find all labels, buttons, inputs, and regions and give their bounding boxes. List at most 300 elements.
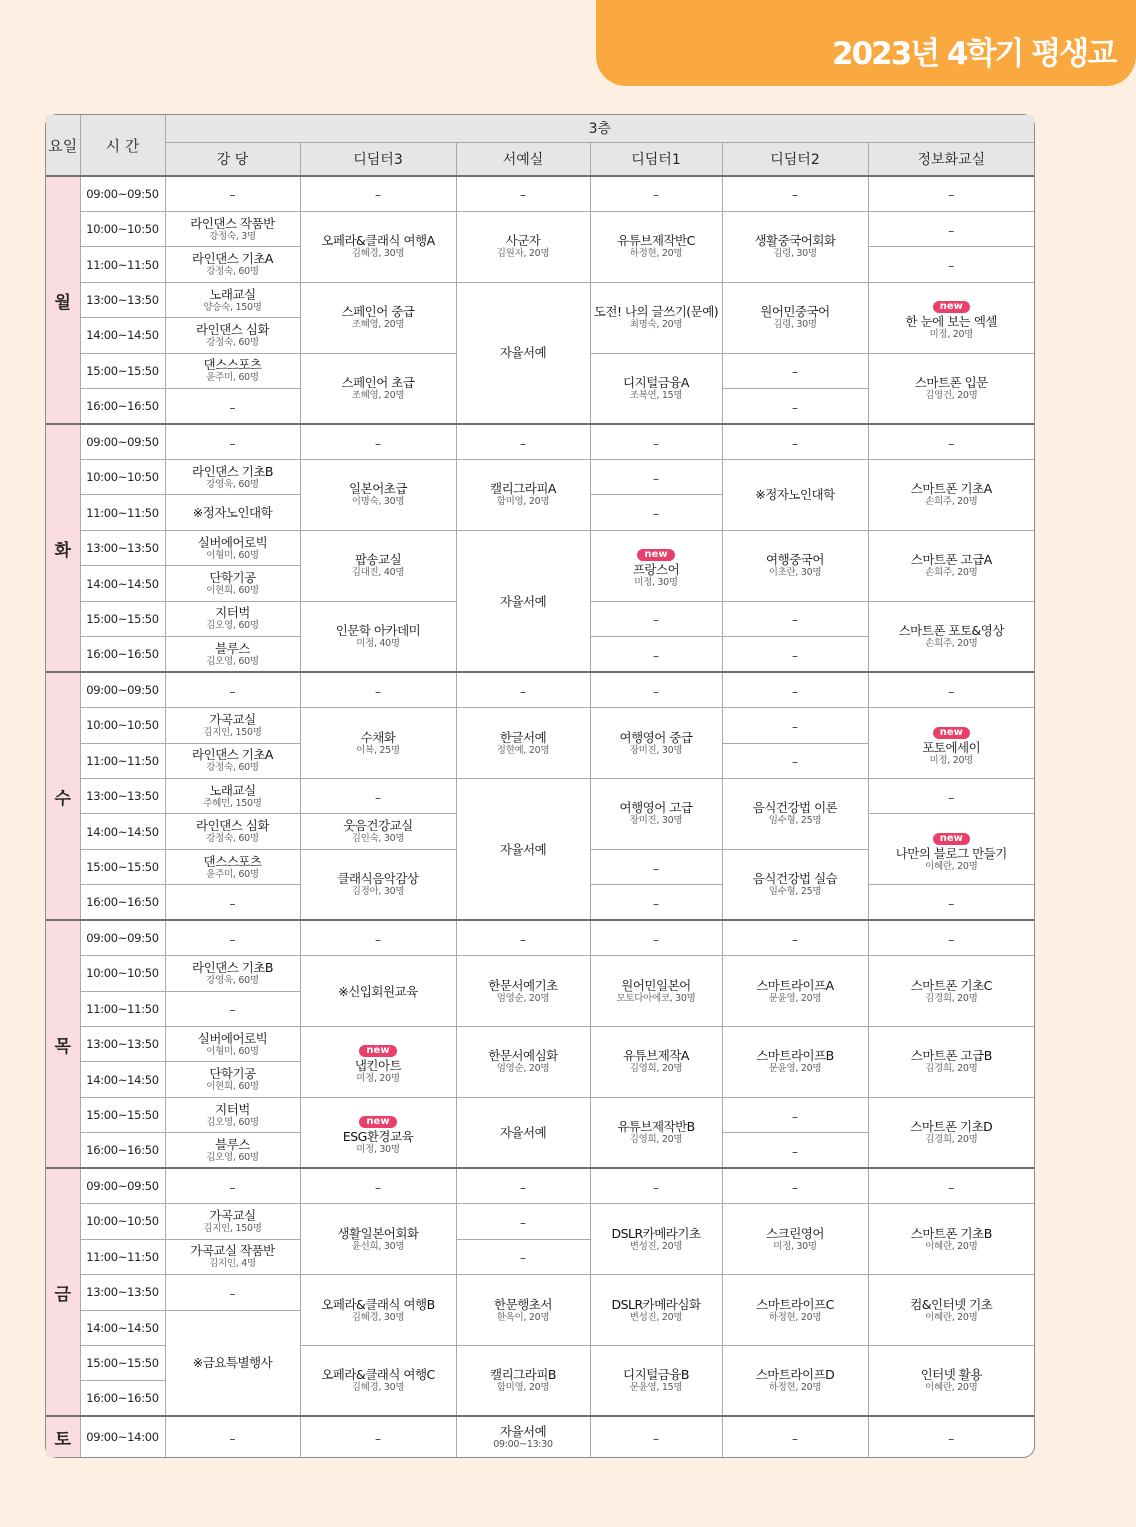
class-detail: 임수형, 25명: [768, 815, 822, 827]
class-detail: 장미진, 30명: [629, 744, 683, 756]
class-detail: 정현예, 20명: [496, 744, 550, 756]
class-cell: [456, 1275, 590, 1346]
day-label: 목: [46, 920, 80, 1168]
empty-dash: –: [792, 1144, 798, 1159]
empty-dash: –: [375, 1180, 381, 1195]
class-title: 음식건강법 이론: [752, 800, 838, 816]
empty-dash: –: [520, 1251, 526, 1266]
class-detail: 주혜민, 150명: [203, 797, 262, 809]
class-cell: [590, 956, 722, 1027]
empty-cell: [165, 176, 300, 211]
class-cell: [165, 1239, 300, 1274]
class-detail: 이명숙, 30명: [351, 496, 405, 508]
class-detail: 이복, 25명: [356, 744, 400, 756]
class-title: 스마트폰 입문: [914, 374, 988, 390]
class-cell: [722, 211, 868, 282]
time-cell: 16:00~16:50: [80, 1381, 165, 1416]
class-detail: 김오영, 60명: [206, 1116, 259, 1128]
empty-cell: [456, 1239, 590, 1274]
new-badge: new: [359, 1045, 396, 1057]
class-detail: 하정현, 20명: [768, 1311, 822, 1323]
class-detail: 이형미, 60명: [206, 1045, 259, 1057]
class-detail: 김오영, 60명: [206, 655, 259, 667]
class-detail: 미정, 20명: [929, 329, 974, 341]
time-cell: 10:00~10:50: [80, 1204, 165, 1239]
empty-dash: –: [520, 932, 526, 947]
time-cell: 09:00~09:50: [80, 672, 165, 707]
class-cell: [590, 708, 722, 779]
class-detail: 김경희, 20명: [925, 1134, 978, 1146]
class-title: 자율서예: [499, 1423, 547, 1439]
time-cell: 15:00~15:50: [80, 353, 165, 388]
time-cell: 11:00~11:50: [80, 1239, 165, 1274]
empty-cell: [868, 176, 1034, 211]
schedule-table-frame: [45, 114, 1035, 1458]
class-title: 한문서예기초: [488, 977, 558, 993]
class-cell: [300, 353, 456, 424]
class-detail: 09:00~13:30: [493, 1438, 553, 1450]
class-cell: [165, 1027, 300, 1062]
empty-cell: [722, 637, 868, 672]
time-cell: 16:00~16:50: [80, 389, 165, 424]
class-detail: 엄영순, 20명: [496, 1063, 550, 1075]
empty-dash: –: [948, 1431, 955, 1446]
time-cell: 15:00~15:50: [80, 1345, 165, 1380]
class-cell: [722, 1345, 868, 1416]
class-title: 단학기공: [209, 570, 256, 586]
empty-dash: –: [375, 684, 381, 699]
class-cell: [868, 1097, 1034, 1168]
class-detail: 변성진, 20명: [629, 1240, 683, 1252]
empty-cell: [456, 1168, 590, 1203]
time-cell: 14:00~14:50: [80, 814, 165, 849]
empty-dash: –: [948, 896, 955, 911]
time-cell: 11:00~11:50: [80, 495, 165, 530]
class-cell: [165, 637, 300, 672]
class-detail: 손희주, 20명: [925, 567, 978, 579]
class-cell: [590, 1345, 722, 1416]
class-title: 인터넷 활용: [920, 1367, 982, 1383]
empty-dash: –: [229, 436, 236, 451]
class-cell: [165, 956, 300, 991]
class-detail: 김경희, 20명: [925, 1063, 978, 1075]
class-cell: [722, 460, 868, 531]
class-title: 한 눈에 보는 엑셀: [905, 314, 997, 330]
class-title: 자율서예: [499, 593, 547, 609]
time-cell: 13:00~13:50: [80, 1027, 165, 1062]
empty-dash: –: [653, 648, 659, 663]
time-cell: 11:00~11:50: [80, 743, 165, 778]
class-cell: [165, 247, 300, 282]
class-cell: [868, 601, 1034, 672]
empty-dash: –: [520, 436, 526, 451]
class-title: 냅킨아트: [354, 1058, 402, 1074]
class-detail: 이혜란, 20명: [925, 1311, 978, 1323]
empty-cell: [722, 920, 868, 955]
class-cell: [590, 1097, 722, 1168]
class-cell: [165, 1133, 300, 1168]
class-title: 라인댄스 기초B: [192, 959, 273, 975]
class-cell: [165, 1097, 300, 1132]
day-label: 화: [46, 424, 80, 672]
class-title: 실버에어로빅: [197, 1030, 268, 1046]
class-detail: 조혜영, 20명: [351, 319, 405, 331]
class-title: 스페인어 중급: [341, 304, 415, 320]
empty-dash: –: [653, 896, 659, 911]
class-detail: 이혜란, 20명: [925, 1240, 978, 1252]
class-cell: [868, 708, 1034, 779]
class-detail: 이혜란, 20명: [925, 1382, 978, 1394]
empty-cell: [590, 495, 722, 530]
class-detail: 함미영, 20명: [496, 496, 550, 508]
empty-cell: [165, 991, 300, 1026]
class-detail: 윤선희, 30명: [351, 1240, 405, 1252]
empty-dash: –: [653, 188, 659, 203]
class-cell: [868, 530, 1034, 601]
class-cell: [165, 1062, 300, 1097]
class-detail: 미정, 40명: [356, 637, 400, 649]
class-title: ※정자노인대학: [755, 487, 835, 503]
class-cell: [165, 282, 300, 317]
class-title: 여행중국어: [766, 552, 824, 568]
empty-cell: [590, 176, 722, 211]
class-detail: 강정숙, 60명: [206, 762, 259, 774]
header-floor: 3층: [165, 115, 1034, 142]
empty-cell: [165, 885, 300, 920]
empty-cell: [590, 672, 722, 707]
class-cell: [722, 1275, 868, 1346]
empty-dash: –: [229, 188, 236, 203]
empty-cell: [590, 1416, 722, 1457]
class-cell: [868, 353, 1034, 424]
header-room: 강 당: [165, 142, 300, 176]
time-cell: 10:00~10:50: [80, 460, 165, 495]
empty-dash: –: [375, 188, 381, 203]
empty-cell: [722, 1416, 868, 1457]
class-title: ESG환경교육: [342, 1129, 414, 1145]
empty-cell: [868, 672, 1034, 707]
empty-cell: [722, 708, 868, 743]
class-cell: [722, 282, 868, 353]
empty-dash: –: [948, 188, 955, 203]
class-detail: 조복연, 15명: [629, 389, 683, 401]
class-cell: [165, 460, 300, 495]
class-detail: 변성진, 20명: [629, 1311, 683, 1323]
class-detail: 김영희, 20명: [629, 1134, 683, 1146]
empty-cell: [868, 1416, 1034, 1457]
empty-cell: [722, 1097, 868, 1132]
class-detail: 임수형, 25명: [768, 886, 822, 897]
class-title: 디지털금융A: [623, 374, 689, 390]
empty-cell: [722, 353, 868, 388]
class-title: 단학기공: [209, 1066, 256, 1082]
class-title: 자율서예: [499, 841, 547, 857]
time-cell: 09:00~09:50: [80, 176, 165, 211]
class-title: DSLR카메라심화: [611, 1296, 701, 1312]
header-room: 정보화교실: [868, 142, 1034, 176]
empty-dash: –: [229, 400, 236, 415]
empty-dash: –: [229, 684, 236, 699]
empty-cell: [590, 849, 722, 884]
empty-dash: –: [520, 684, 526, 699]
class-detail: 이초란, 30명: [768, 567, 822, 579]
header-day: 요일: [46, 115, 80, 176]
class-detail: 장미진, 30명: [629, 815, 683, 827]
schedule-table: [46, 115, 1034, 1457]
empty-cell: [456, 920, 590, 955]
header-room: 서예실: [456, 142, 590, 176]
class-detail: 손희주, 20명: [925, 496, 978, 508]
class-title: 캘리그라피A: [490, 481, 556, 497]
class-detail: 미정, 20명: [929, 754, 974, 766]
class-cell: [868, 956, 1034, 1027]
class-cell: [300, 282, 456, 353]
class-cell: [300, 1204, 456, 1275]
class-title: 여행영어 중급: [619, 729, 693, 745]
empty-dash: –: [653, 507, 659, 522]
time-cell: 09:00~09:50: [80, 920, 165, 955]
time-cell: 10:00~10:50: [80, 211, 165, 246]
class-detail: 한옥이, 20명: [496, 1311, 550, 1323]
empty-dash: –: [792, 613, 798, 628]
class-title: 도전! 나의 글쓰기(문예): [593, 304, 719, 320]
class-cell: [165, 708, 300, 743]
new-badge: new: [933, 301, 970, 313]
class-title: 원어민일본어: [621, 977, 691, 993]
empty-dash: –: [792, 400, 798, 415]
class-title: 유튜브제작A: [623, 1048, 689, 1064]
class-detail: 하정현, 20명: [629, 248, 683, 260]
class-cell: [456, 778, 590, 920]
empty-dash: –: [653, 613, 659, 628]
empty-cell: [590, 637, 722, 672]
empty-cell: [868, 920, 1034, 955]
class-cell: [456, 1027, 590, 1098]
class-detail: 김대진, 40명: [351, 567, 405, 579]
class-title: 디지털금융B: [623, 1367, 689, 1383]
class-title: ※정자노인대학: [192, 505, 273, 521]
empty-cell: [165, 1275, 300, 1310]
empty-dash: –: [653, 471, 659, 486]
class-title: 유튜브제작반B: [617, 1119, 695, 1135]
day-label: 금: [46, 1168, 80, 1416]
time-cell: 14:00~14:50: [80, 1062, 165, 1097]
time-cell: 11:00~11:50: [80, 991, 165, 1026]
empty-dash: –: [948, 259, 955, 274]
class-detail: 이현희, 60명: [206, 585, 259, 597]
class-cell: [165, 814, 300, 849]
class-cell: [722, 956, 868, 1027]
empty-dash: –: [948, 684, 955, 699]
class-title: 오페라&클래식 여행C: [321, 1367, 435, 1383]
class-cell: [300, 1275, 456, 1346]
class-cell: [722, 1027, 868, 1098]
time-cell: 13:00~13:50: [80, 778, 165, 813]
day-label: 토: [46, 1416, 80, 1457]
class-detail: 문윤영, 15명: [629, 1382, 683, 1394]
empty-dash: –: [229, 1286, 236, 1301]
empty-cell: [300, 1416, 456, 1457]
empty-dash: –: [653, 861, 659, 876]
empty-cell: [868, 1168, 1034, 1203]
class-detail: 이형미, 60명: [206, 549, 259, 561]
class-cell: [300, 1345, 456, 1416]
time-cell: 11:00~11:50: [80, 247, 165, 282]
empty-dash: –: [948, 1180, 955, 1195]
empty-dash: –: [792, 932, 798, 947]
time-cell: 13:00~13:50: [80, 530, 165, 565]
class-title: 웃음건강교실: [343, 818, 413, 834]
class-detail: 김지인, 150명: [203, 726, 262, 738]
time-cell: 13:00~13:50: [80, 282, 165, 317]
time-cell: 16:00~16:50: [80, 1133, 165, 1168]
class-title: 스마트폰 기초A: [910, 481, 992, 497]
empty-dash: –: [653, 932, 659, 947]
class-title: 라인댄스 기초A: [192, 747, 273, 763]
class-title: DSLR카메라기초: [611, 1225, 701, 1241]
class-detail: 윤주미, 60명: [206, 372, 259, 384]
class-detail: 손희주, 20명: [925, 637, 978, 649]
class-title: 사군자: [505, 233, 541, 249]
class-detail: 강정숙, 60명: [206, 833, 259, 845]
class-cell: [590, 282, 722, 353]
class-title: ※신입회원교육: [338, 983, 418, 999]
empty-dash: –: [229, 1180, 236, 1195]
class-cell: [590, 778, 722, 849]
class-title: 스마트폰 기초D: [910, 1119, 993, 1135]
class-title: 가곡교실 작품반: [190, 1243, 275, 1259]
class-cell: [300, 211, 456, 282]
class-title: 나만의 블로그 만들기: [895, 845, 1007, 861]
class-cell: [456, 1416, 590, 1457]
class-detail: 문윤영, 20명: [768, 1063, 822, 1075]
empty-cell: [868, 247, 1034, 282]
class-title: 댄스스포츠: [203, 853, 262, 869]
empty-dash: –: [792, 1431, 798, 1446]
class-title: 한문행초서: [494, 1296, 552, 1312]
class-cell: [300, 708, 456, 779]
empty-dash: –: [792, 648, 798, 663]
class-title: 클래식음악감상: [337, 871, 419, 886]
empty-dash: –: [520, 188, 526, 203]
time-cell: 10:00~10:50: [80, 708, 165, 743]
empty-dash: –: [229, 932, 236, 947]
header-room: 디딤터1: [590, 142, 722, 176]
class-title: 가곡교실: [209, 1207, 256, 1223]
class-title: 지터벅: [215, 605, 250, 621]
banner-title: 2023년 4학기 평생교: [832, 36, 1116, 72]
class-title: 생활중국어회화: [754, 233, 836, 249]
day-label: 수: [46, 672, 80, 920]
time-cell: 15:00~15:50: [80, 1097, 165, 1132]
class-title: 오페라&클래식 여행A: [321, 233, 435, 249]
class-detail: 양승숙, 150명: [203, 301, 262, 313]
empty-cell: [165, 1168, 300, 1203]
new-badge: new: [933, 727, 970, 739]
empty-dash: –: [375, 790, 381, 805]
class-title: 라인댄스 작품반: [190, 215, 275, 231]
class-title: 스마트라이프A: [756, 977, 834, 993]
empty-cell: [722, 601, 868, 636]
class-detail: 김혜경, 30명: [351, 1311, 405, 1323]
empty-cell: [300, 920, 456, 955]
empty-cell: [300, 176, 456, 211]
class-cell: [456, 956, 590, 1027]
class-detail: 김경희, 20명: [925, 992, 978, 1004]
time-cell: 14:00~14:50: [80, 1310, 165, 1345]
class-cell: [300, 1097, 456, 1168]
empty-cell: [590, 920, 722, 955]
empty-cell: [722, 1168, 868, 1203]
class-title: 음식건강법 실습: [752, 871, 838, 886]
empty-cell: [300, 672, 456, 707]
class-title: 인문학 아카데미: [335, 622, 421, 638]
empty-dash: –: [792, 684, 798, 699]
empty-dash: –: [792, 1109, 798, 1124]
class-cell: [165, 353, 300, 388]
empty-dash: –: [792, 188, 798, 203]
class-title: 원어민중국어: [760, 304, 830, 320]
empty-dash: –: [653, 684, 659, 699]
empty-dash: –: [653, 1180, 659, 1195]
empty-dash: –: [229, 896, 236, 911]
class-detail: 미정, 30명: [773, 1240, 817, 1252]
empty-cell: [590, 885, 722, 920]
class-cell: [868, 1345, 1034, 1416]
empty-dash: –: [375, 1431, 381, 1446]
class-cell: [722, 778, 868, 849]
empty-cell: [590, 1168, 722, 1203]
empty-dash: –: [229, 1003, 236, 1018]
empty-cell: [300, 424, 456, 459]
empty-dash: –: [792, 365, 798, 380]
empty-dash: –: [792, 1180, 798, 1195]
class-cell: [868, 1027, 1034, 1098]
class-cell: [590, 1027, 722, 1098]
class-detail: 김영희, 20명: [629, 1063, 683, 1075]
empty-cell: [722, 672, 868, 707]
empty-cell: [456, 424, 590, 459]
empty-cell: [590, 460, 722, 495]
class-cell: [300, 814, 456, 849]
empty-dash: –: [375, 436, 381, 451]
class-title: 유튜브제작반C: [617, 233, 695, 249]
empty-dash: –: [520, 1215, 526, 1230]
time-cell: 16:00~16:50: [80, 637, 165, 672]
class-cell: [165, 318, 300, 353]
class-detail: 김정아, 30명: [351, 886, 405, 897]
class-title: 스마트폰 고급B: [910, 1048, 992, 1064]
class-detail: 이혜란, 20명: [925, 860, 978, 872]
class-cell: [456, 211, 590, 282]
class-detail: 미정, 30명: [356, 1144, 400, 1156]
class-title: 오페라&클래식 여행B: [321, 1296, 435, 1312]
class-cell: [165, 495, 300, 530]
empty-cell: [722, 424, 868, 459]
class-title: 캘리그라피B: [490, 1367, 556, 1383]
class-title: 스마트폰 포토&영상: [898, 622, 1004, 638]
class-cell: [165, 743, 300, 778]
empty-dash: –: [792, 436, 798, 451]
empty-cell: [868, 885, 1034, 920]
class-detail: 미정, 30명: [634, 577, 678, 589]
class-detail: 김지인, 4명: [209, 1258, 256, 1270]
class-detail: 김오영, 60명: [206, 1151, 259, 1163]
class-detail: 김인숙, 30명: [351, 833, 405, 845]
header-room: 디딤터3: [300, 142, 456, 176]
class-cell: [300, 956, 456, 1027]
class-cell: [722, 530, 868, 601]
